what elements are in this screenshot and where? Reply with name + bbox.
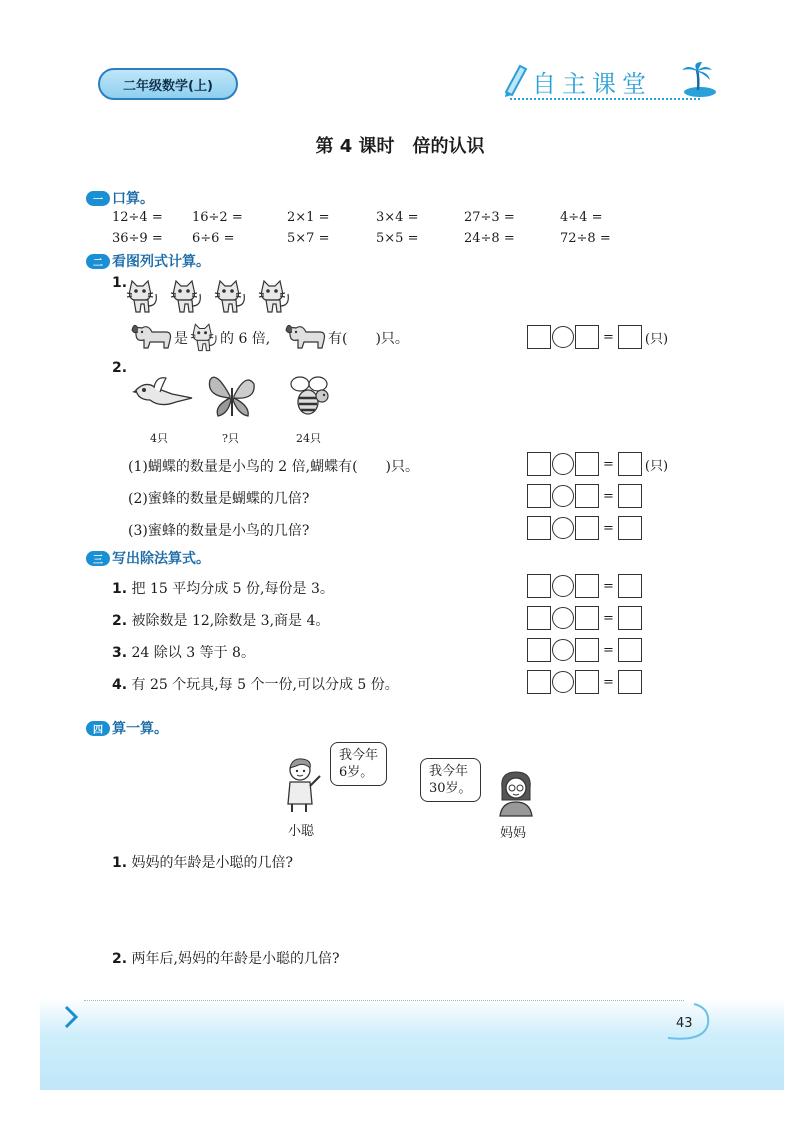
section-badge: 三 xyxy=(86,551,110,566)
boy-speech-bubble xyxy=(330,742,387,786)
calc-item: 36÷9 = xyxy=(112,231,163,246)
equals-sign: = xyxy=(603,456,614,472)
boy-speech-line: 6岁。 xyxy=(339,765,374,780)
answer-box[interactable] xyxy=(575,670,599,694)
boy-name-label: 小聪 xyxy=(288,824,315,839)
operator-circle[interactable] xyxy=(552,671,574,693)
calc-item: 5×5 = xyxy=(376,231,419,246)
unit-label: (只) xyxy=(644,331,669,347)
question-text: 妈妈的年龄是小聪的几倍? xyxy=(131,855,294,871)
answer-box[interactable] xyxy=(618,516,642,540)
pencil-icon xyxy=(500,62,530,98)
section-1-heading xyxy=(86,188,154,208)
answer-box[interactable] xyxy=(575,574,599,598)
q1-text-is: 是 xyxy=(174,331,188,347)
answer-box[interactable] xyxy=(575,638,599,662)
cat-icon xyxy=(188,320,218,354)
dog-icon xyxy=(130,322,174,352)
mom-speech-bubble xyxy=(420,758,481,802)
cat-row-illustration xyxy=(124,276,304,316)
answer-equation xyxy=(527,484,642,508)
butterfly-count-label: ?只 xyxy=(222,432,239,445)
page-title: 第 4 课时 倍的认识 xyxy=(315,136,485,157)
butterfly-icon xyxy=(206,370,258,422)
question-number: 4. xyxy=(112,677,128,693)
question-text: 24 除以 3 等于 8。 xyxy=(131,645,255,661)
bird-count-label: 4只 xyxy=(150,432,168,445)
mom-illustration xyxy=(494,770,538,818)
calc-item: 6÷6 = xyxy=(192,231,235,246)
brand-logo xyxy=(500,60,720,104)
answer-box[interactable] xyxy=(527,516,551,540)
question-number: 2. xyxy=(112,360,128,376)
answer-box[interactable] xyxy=(527,325,551,349)
section-label: 口算。 xyxy=(112,191,154,207)
question-number: 2. xyxy=(112,613,128,629)
answer-equation xyxy=(527,670,642,694)
section-3-heading xyxy=(86,548,210,568)
answer-box[interactable] xyxy=(527,484,551,508)
answer-box[interactable] xyxy=(527,452,551,476)
section-label: 看图列式计算。 xyxy=(112,254,210,270)
answer-equation xyxy=(527,606,642,630)
calc-item: 5×7 = xyxy=(287,231,330,246)
division-question xyxy=(112,578,334,598)
answer-equation xyxy=(527,325,668,349)
answer-equation xyxy=(527,574,642,598)
q1-text-times: 的 6 倍, xyxy=(220,331,271,347)
answer-equation xyxy=(527,638,642,662)
question-number: 1. xyxy=(112,855,128,871)
answer-box[interactable] xyxy=(575,516,599,540)
mom-name-label: 妈妈 xyxy=(500,826,527,841)
q1-text-has: 有( )只。 xyxy=(328,331,409,347)
equals-sign: = xyxy=(603,329,614,345)
bee-icon xyxy=(286,372,334,420)
boy-speech-line: 我今年 xyxy=(339,748,379,763)
section-label: 写出除法算式。 xyxy=(112,551,210,567)
calc-item: 72÷8 = xyxy=(560,231,611,246)
answer-box[interactable] xyxy=(527,670,551,694)
answer-box[interactable] xyxy=(618,325,642,349)
age-question xyxy=(112,948,339,968)
answer-box[interactable] xyxy=(618,606,642,630)
chevron-right-icon xyxy=(62,1004,80,1030)
operator-circle[interactable] xyxy=(552,326,574,348)
calc-item: 2×1 = xyxy=(287,210,330,225)
section-2-heading xyxy=(86,251,210,271)
calc-item: 4÷4 = xyxy=(560,210,603,225)
answer-box[interactable] xyxy=(618,670,642,694)
palm-island-icon xyxy=(678,60,718,100)
operator-circle[interactable] xyxy=(552,453,574,475)
answer-equation xyxy=(527,452,668,476)
question-text: 两年后,妈妈的年龄是小聪的几倍? xyxy=(131,951,340,967)
unit-label: (只) xyxy=(644,458,669,474)
brand-underline xyxy=(510,98,700,100)
question-number: 1. xyxy=(112,581,128,597)
equals-sign: = xyxy=(603,488,614,504)
calc-item: 24÷8 = xyxy=(464,231,515,246)
page-number: 43 xyxy=(676,1016,693,1031)
section-badge: 一 xyxy=(86,191,110,206)
equals-sign: = xyxy=(603,642,614,658)
section-4-heading xyxy=(86,718,168,738)
brand-text: 自主课堂 xyxy=(532,70,652,98)
age-question xyxy=(112,852,293,872)
operator-circle[interactable] xyxy=(552,485,574,507)
question-text: 把 15 平均分成 5 份,每份是 3。 xyxy=(131,581,334,597)
question-text: 有 25 个玩具,每 5 个一份,可以分成 5 份。 xyxy=(131,677,399,693)
answer-box[interactable] xyxy=(527,574,551,598)
answer-box[interactable] xyxy=(618,484,642,508)
mom-speech-line: 30岁。 xyxy=(429,781,472,796)
question-text: 被除数是 12,除数是 3,商是 4。 xyxy=(131,613,330,629)
section-badge: 四 xyxy=(86,721,110,736)
equals-sign: = xyxy=(603,578,614,594)
answer-box[interactable] xyxy=(618,638,642,662)
division-question xyxy=(112,642,255,662)
grade-header: 二年级数学(上) xyxy=(98,68,238,100)
equals-sign: = xyxy=(603,610,614,626)
mom-speech-line: 我今年 xyxy=(429,764,469,779)
footer-divider xyxy=(84,1000,684,1001)
division-question xyxy=(112,610,329,630)
sub-question: (2)蜜蜂的数量是蝴蝶的几倍? xyxy=(128,491,310,507)
section-badge: 二 xyxy=(86,254,110,269)
answer-box[interactable] xyxy=(575,606,599,630)
answer-box[interactable] xyxy=(575,452,599,476)
question-number: 1. xyxy=(112,275,128,291)
answer-box[interactable] xyxy=(575,325,599,349)
question-number: 3. xyxy=(112,645,128,661)
division-question xyxy=(112,674,399,694)
answer-box[interactable] xyxy=(527,606,551,630)
bee-count-label: 24只 xyxy=(296,432,321,445)
answer-box[interactable] xyxy=(618,574,642,598)
calc-item: 16÷2 = xyxy=(192,210,243,225)
answer-equation xyxy=(527,516,642,540)
operator-circle[interactable] xyxy=(552,517,574,539)
operator-circle[interactable] xyxy=(552,607,574,629)
dog-icon xyxy=(284,322,328,352)
section-label: 算一算。 xyxy=(112,721,168,737)
sub-question: (3)蜜蜂的数量是小鸟的几倍? xyxy=(128,523,310,539)
sub-question: (1)蝴蝶的数量是小鸟的 2 倍,蝴蝶有( )只。 xyxy=(128,459,420,475)
equals-sign: = xyxy=(603,520,614,536)
boy-illustration xyxy=(282,756,326,814)
answer-box[interactable] xyxy=(618,452,642,476)
bird-icon xyxy=(132,372,196,420)
answer-box[interactable] xyxy=(575,484,599,508)
equals-sign: = xyxy=(603,674,614,690)
question-number: 2. xyxy=(112,951,128,967)
operator-circle[interactable] xyxy=(552,639,574,661)
calc-item: 3×4 = xyxy=(376,210,419,225)
calc-item: 27÷3 = xyxy=(464,210,515,225)
answer-box[interactable] xyxy=(527,638,551,662)
operator-circle[interactable] xyxy=(552,575,574,597)
calc-item: 12÷4 = xyxy=(112,210,163,225)
